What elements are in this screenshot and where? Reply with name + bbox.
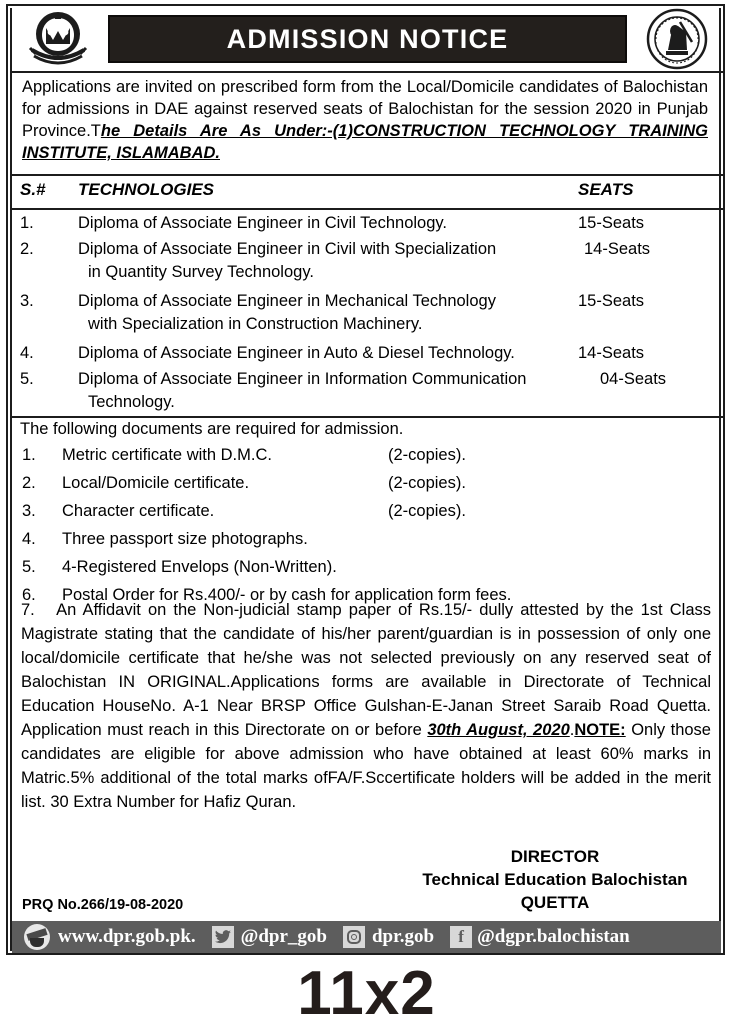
table-cell-technology [78, 212, 568, 235]
table-header-row [0, 180, 733, 206]
twitter-icon[interactable] [212, 926, 234, 948]
table-cell-seats: 14-Seats [578, 344, 645, 362]
affidavit-text-part3: Only those candidates are eligible for above admission who have obtained at least 60% marks in Matric.5% additional of the total marks ofFA/F.Sccertificate holders will be added in the merit list. 30 Extra Number for Hafiz Quran. [21, 721, 711, 811]
tech-line-1: Diploma of Associate Engineer in Civil Technology. [78, 214, 448, 232]
footer-social-bar [12, 921, 721, 953]
doc-copies: (2-copies). [388, 474, 466, 492]
footer-twitter-handle[interactable]: @dpr_gob [240, 926, 327, 947]
doc-number: 3. [22, 502, 36, 520]
footer-facebook-handle[interactable]: @dgpr.balochistan [477, 926, 630, 947]
doc-number: 5. [22, 558, 36, 576]
doc-text: Three passport size photographs. [62, 530, 308, 548]
intro-emphasis-text: he Details Are As Under:-(1)CONSTRUCTION TECHNOLOGY TRAINING INSTITUTE, ISLAMABAD. [22, 122, 708, 162]
notice-header [8, 6, 723, 70]
intro-paragraph [22, 76, 708, 164]
facebook-glyph: f [458, 927, 464, 946]
table-cell-sno: 2. [20, 240, 34, 258]
table-cell-sno: 3. [20, 292, 34, 310]
tech-line-1: Diploma of Associate Engineer in Civil with Specialization [78, 240, 497, 258]
dgpr-balochistan-seal-icon [642, 8, 712, 70]
documents-heading: The following documents are required for admission. [20, 420, 404, 438]
table-cell-seats: 14-Seats [584, 240, 651, 258]
header-divider [10, 71, 723, 73]
tech-line-1: Diploma of Associate Engineer in Auto & Diesel Technology. [78, 344, 515, 362]
doc-number: 6. [22, 586, 36, 604]
table-cell-technology [78, 290, 568, 336]
ad-size-label: 11x2 [297, 959, 436, 1024]
tech-line-2: with Specialization in Construction Machinery. [88, 315, 423, 333]
instagram-icon[interactable] [343, 926, 365, 948]
doc-copies: (2-copies). [388, 502, 466, 520]
signature-department: Technical Education Balochistan [422, 870, 688, 889]
table-cell-technology [78, 342, 568, 365]
doc-text: Local/Domicile certificate. [62, 474, 250, 492]
signature-designation: DIRECTOR [510, 847, 600, 866]
table-header-technologies: TECHNOLOGIES [78, 180, 215, 199]
table-header-sno: S.# [20, 180, 46, 199]
table-bottom-border [10, 416, 723, 418]
doc-copies: (2-copies). [388, 446, 466, 464]
page-title: ADMISSION NOTICE [226, 23, 509, 54]
footer-website[interactable]: www.dpr.gob.pk. [58, 926, 196, 947]
tech-line-2: Technology. [88, 393, 175, 411]
doc-text: Metric certificate with D.M.C. [62, 446, 272, 464]
doc-number: 2. [22, 474, 36, 492]
table-cell-sno: 1. [20, 214, 34, 232]
prq-reference-number: PRQ No.266/19-08-2020 [22, 897, 184, 913]
affidavit-text-part1: An Affidavit on the Non-judicial stamp paper of Rs.15/- dully attested by the 1st Class Magistrate stating that the candidate of his/her parent/guardian is in possession of only one local/domicile certificate that he/she was not selected previously on any reserved seat of Balochistan IN ORIGINAL.Applications forms are available in Directorate of Technical Education HouseNo. A-1 Near BRSP Office Gulshan-E-Janan Street Saraib Road Quetta. Application must reach in this Directorate on or before [21, 601, 711, 739]
dpr-logo-icon [24, 924, 50, 950]
signature-city: QUETTA [520, 893, 590, 912]
table-cell-seats: 15-Seats [578, 214, 645, 232]
doc-text: Postal Order for Rs.400/- or by cash for application form fees. [62, 586, 512, 604]
table-header-divider [10, 208, 723, 210]
affidavit-text-part2: . [569, 721, 575, 739]
table-cell-sno: 5. [20, 370, 34, 388]
table-cell-seats: 04-Seats [600, 370, 667, 388]
signature-block [400, 845, 710, 914]
table-header-seats: SEATS [578, 180, 634, 199]
table-cell-seats: 15-Seats [578, 292, 645, 310]
application-deadline: 30th August, 2020 [427, 721, 570, 739]
doc-text: 4-Registered Envelops (Non-Written). [62, 558, 337, 576]
table-cell-technology [78, 238, 568, 284]
page-title-banner [108, 15, 627, 63]
balochistan-government-emblem-icon [22, 10, 94, 68]
doc-number: 4. [22, 530, 36, 548]
doc-text: Character certificate. [62, 502, 215, 520]
affidavit-number: 7. [21, 601, 35, 619]
table-cell-sno: 4. [20, 344, 34, 362]
tech-line-1: Diploma of Associate Engineer in Information Communication [78, 370, 527, 388]
affidavit-paragraph [21, 598, 711, 814]
footer-instagram-handle[interactable]: dpr.gob [371, 926, 435, 947]
note-label: NOTE: [574, 721, 626, 739]
table-cell-technology [78, 368, 598, 414]
intro-text: Applications are invited on prescribed form from the Local/Domicile candidates of Balochistan for admissions in DAE against reserved seats of Balochistan for the session 2020 in Punjab Province.T [22, 78, 708, 140]
facebook-icon[interactable] [450, 926, 472, 948]
doc-number: 1. [22, 446, 36, 464]
tech-line-2: in Quantity Survey Technology. [88, 263, 314, 281]
tech-line-1: Diploma of Associate Engineer in Mechanical Technology [78, 292, 496, 310]
table-top-border [10, 174, 723, 176]
